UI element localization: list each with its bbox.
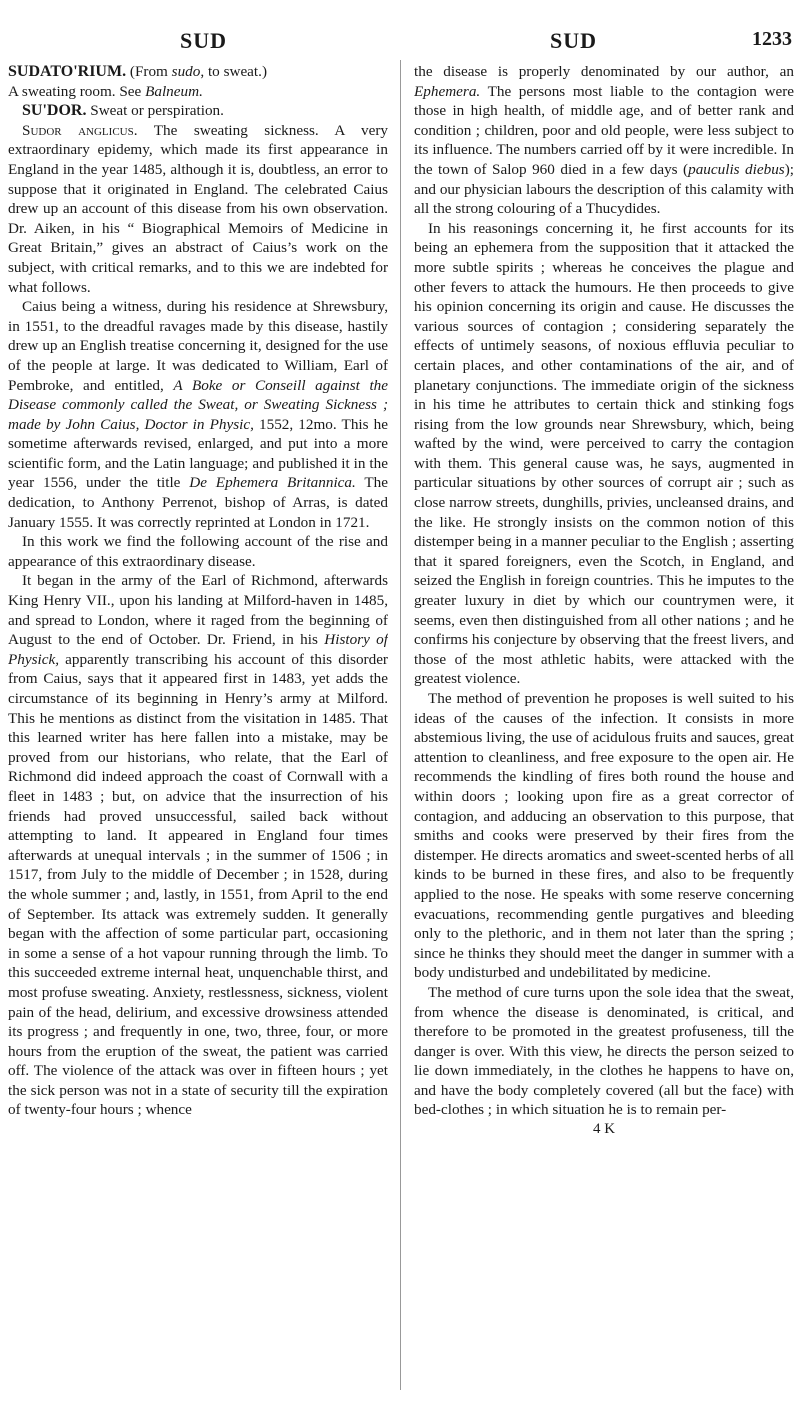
paragraph: It began in the army of the Earl of Richmond, afterwards King Henry VII., upon his landing at Milford-haven in 1485, and spread to London, where it raged from the beginning of August to the end of October. Dr. Friend, in his History of Physick, apparently transcribing his account of this disorder from Caius, says that it appeared first in 1483, yet adds the circumstance of its beginning in Henry’s army at Milford. This he mentions as distinct from the visitation in 1485. That this learned writer has here fallen into a mistake, may be proved from our historians, who relate, that the Earl of Richmond did indeed approach the coast of Cornwall with a fleet in 1483 ; but, on advice that the insurrection of his friends had proved unsuccessful, sailed back without attempting to land. It appeared in England four times afterwards at unequal intervals ; in the summer of 1506 ; in 1517, from July to the middle of December ; in 1528, during the whole summer ; and, lastly, in 1551, from April to the end of September. Its attack was extremely sudden. It generally began with the affection of some particular part, occasioning in some a sense of a hot vapour running through the limb. To this succeeded extreme internal heat, unquenchable thirst, and most profuse sweating. Anxiety, restlessness, sickness, violent pain of the head, delirium, and excessive drowsiness attended its progress ; and frequently in one, two, three, four, or more hours from the eruption of the sweat, the patient was carried off. The violence of the attack was over in fifteen hours ; yet the sick person was not in a state of security till the expiration of twenty-four hours ; whence bbox=[8, 572, 388, 1119]
italic-term: Ephemera. bbox=[414, 82, 481, 100]
headword-sudatorium: SUDATO'RIUM. bbox=[8, 63, 127, 80]
subentry-sudor-anglicus: Sudor anglicus. bbox=[22, 121, 138, 139]
header-left-word: SUD bbox=[180, 28, 228, 53]
running-header bbox=[0, 6, 801, 52]
entry-sudatorium: SUDATO'RIUM. (From sudo, to sweat.) A sweating room. See Balneum. bbox=[8, 63, 267, 100]
cross-reference: Balneum. bbox=[145, 82, 203, 100]
page-number: 1233 bbox=[752, 28, 792, 50]
paragraph: In his reasonings concerning it, he first accounts for its being an ephemera from the supposition that it attacked the more subtle spirits ; whereas he conceives the plague and other fevers to attack the humours. He then proceeds to give his opinion concerning its origin and cause. He discusses the various sources of contagion ; considering separately the effects of untimely seasons, of noxious effluvia peculiar to certain places, and other contaminations of the air, and of planetary conjunctions. The immediate origin of the sickness in his time he attributes to certain thick and stinking fogs rising from the low grounds near Shrewsbury, which, being wafted by the wind, were perceived to carry the contagion with them. This general cause was, he says, augmented in particular situations by other sources of corrupt air ; such as close narrow streets, dunghills, privies, uncleansed drains, and the like. He strongly insists on the common notion of this distemper being in a manner peculiar to the English ; asserting that it spared foreigners, even the Scotch, in England, and seized the English in foreign countries. This he imputes to the greater luxury in diet by which our countrymen were, it seems, even then distinguished from all other nations ; and he confirms his conjecture by observing that the freest livers, and those of the most athletic habits, were attacked with the greatest violence. bbox=[414, 219, 794, 688]
book-title: A Boke or Conseill against the Disease commonly called the Sweat, or Sweating Sickness ; made by John Caius, Doctor in Physic, bbox=[8, 376, 388, 433]
paragraph: Sudor anglicus. The sweating sickness. A very extraordinary epidemy, which made its first appearance in England in the year 1485, although it is, doubtless, an error to suppose that it originated in England. The celebrated Caius drew up an account of this disease from his own observation. Dr. Aiken, in his “ Biographical Memoirs of Medicine in Great Britain,” gives an abstract of Caius’s work on the subject, with critical remarks, and to this we are indebted for what follows. bbox=[8, 121, 388, 296]
paragraph: The method of prevention he proposes is well suited to his ideas of the causes of the infection. It consists in more abstemious living, the use of acidulous fruits and sauces, great attention to cleanliness, and free exposure to the open air. He recommends the kindling of fires both round the house and within doors ; looking upon fire as a great corrector of contagion, and adducing an observation to this purpose, that smiths and cooks were preserved by their fires from the distemper. He directs aromatics and sweet-scented herbs of all kinds to be burned in these fires, and also to be frequently applied to the nose. He speaks with some reserve concerning evacuations, recommending gentle purgatives and bleeding only to the plethoric, and in them not later than the spring ; since he thinks they should meet the danger in summer with a body undisturbed and undebilitated by medicine. bbox=[414, 690, 794, 982]
headword-sudor: SU'DOR. bbox=[22, 102, 87, 120]
book-title: History of Physick, bbox=[8, 631, 388, 668]
header-right-word: SUD bbox=[550, 28, 598, 53]
paragraph: the disease is properly denominated by our author, an Ephemera. The persons most liable to the contagion were those in high health, of middle age, and of better rank and condition ; children, poor and old people, were less subject to its influence. The numbers carried off by it were incredible. In the town of Salop 960 died in a few days (pauculis diebus); and our physician labours the description of this calamity with all the strong colouring of a Thucydides. bbox=[414, 63, 794, 218]
latin-phrase: pauculis diebus bbox=[688, 160, 785, 178]
book-title: De Ephemera Britannica. bbox=[189, 474, 356, 492]
paragraph: In this work we find the following account of the rise and appearance of this extraordinary disease. bbox=[8, 533, 388, 570]
right-column bbox=[414, 62, 794, 1392]
entry-sudor: SU'DOR. Sweat or perspiration. bbox=[22, 102, 224, 120]
paragraph: The method of cure turns upon the sole idea that the sweat, from whence the disease is denominated, is critical, and therefore to be promoted in the greatest profuseness, till the danger is over. With this view, he directs the person seized to lie down immediately, in the clothes he happens to have on, and have the body completely covered (all but the face) with bed-clothes ; in which situation he is to remain per- bbox=[414, 983, 794, 1119]
paragraph: Caius being a witness, during his residence at Shrewsbury, in 1551, to the dreadful ravages made by this disease, hastily drew up an English treatise concerning it, designed for the use of the people at large. It was dedicated to William, Earl of Pembroke, and entitled, A Boke or Conseill against the Disease commonly called the Sweat, or Sweating Sickness ; made by John Caius, Doctor in Physic, 1552, 12mo. This he sometime afterwards revised, enlarged, and put into a more scientific form, and the Latin language; and published it in the year 1556, under the title De Ephemera Britannica. The dedication, to Anthony Perrenot, bishop of Arras, is dated January 1555. It was correctly reprinted at London in 1721. bbox=[8, 298, 388, 531]
column-divider bbox=[400, 60, 401, 1390]
left-column bbox=[8, 62, 388, 1392]
signature-mark: 4 K bbox=[592, 1121, 616, 1138]
